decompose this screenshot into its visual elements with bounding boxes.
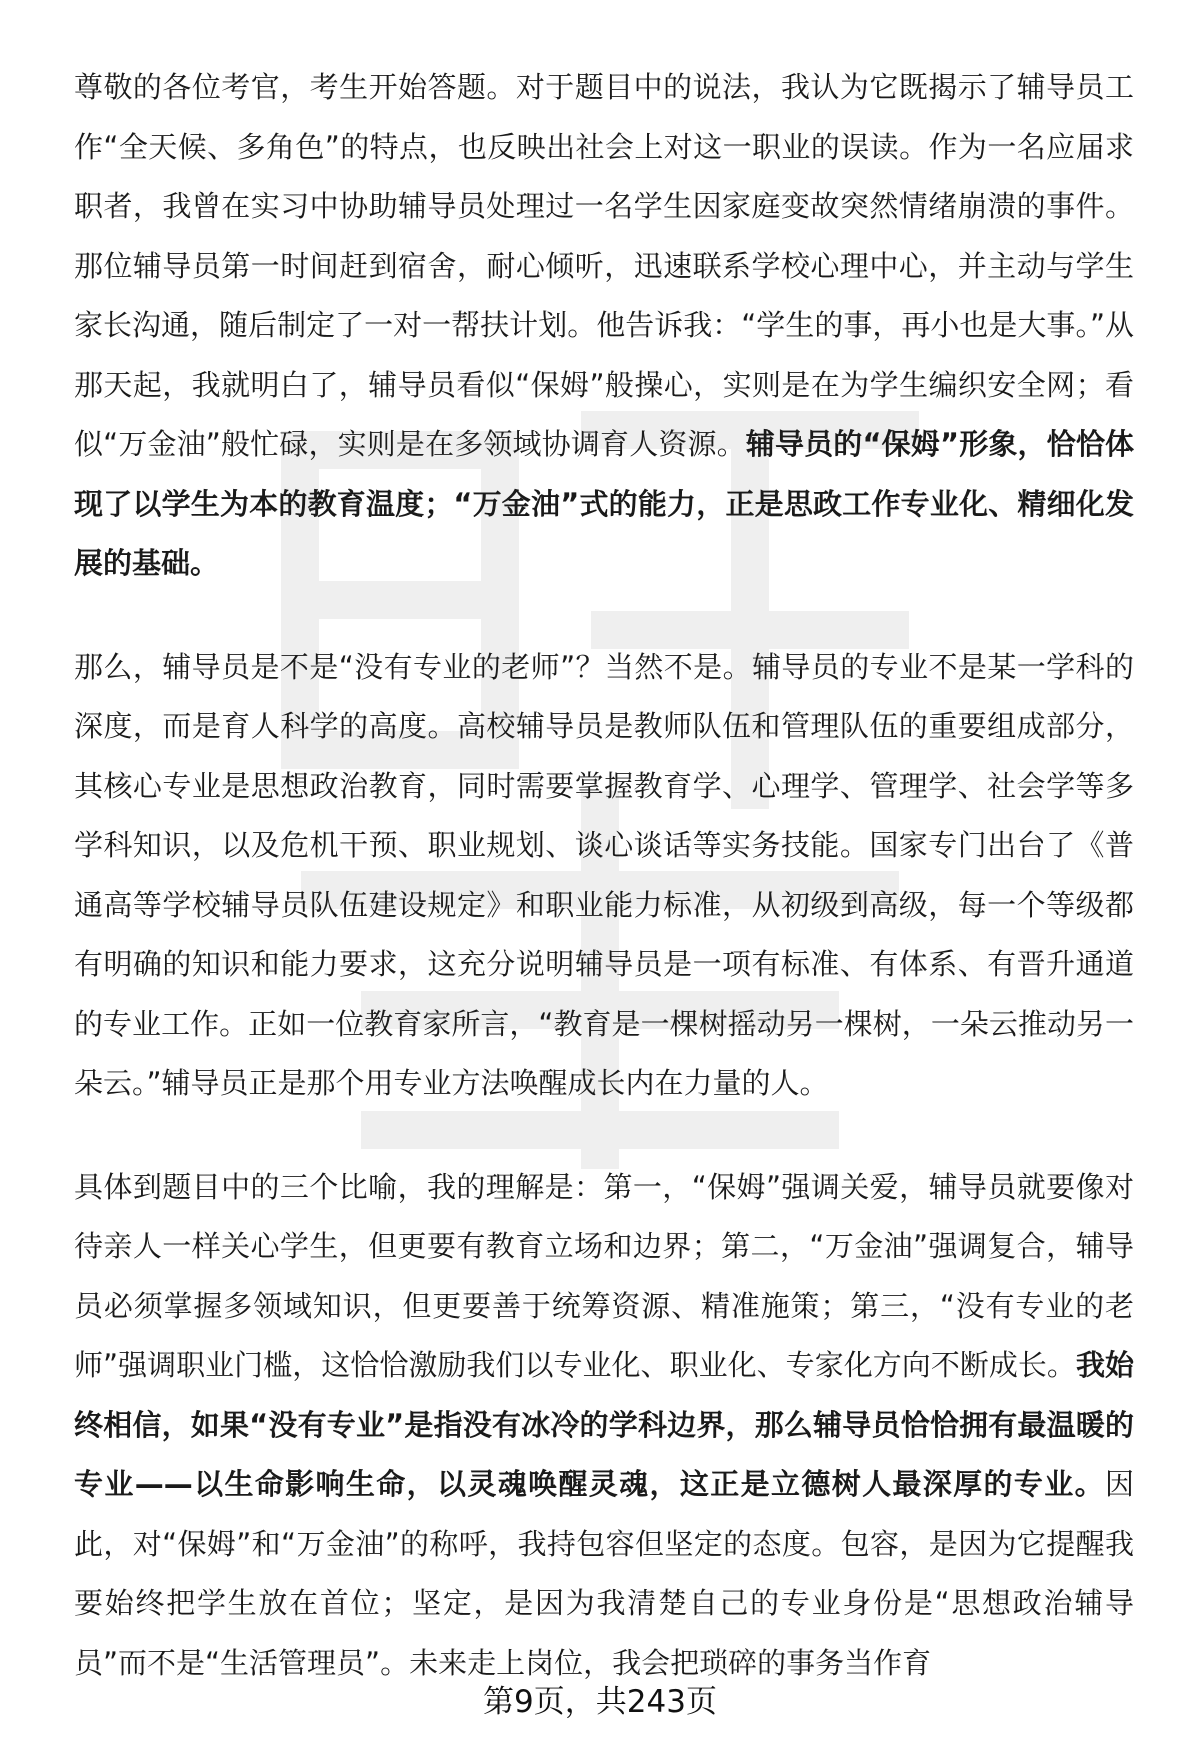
paragraph-1 xyxy=(74,58,1134,594)
paragraph-3-bold-text: 我始终相信，如果“没有专业”是指没有冰冷的学科边界，那么辅导员恰恰拥有最温暖的专业——以生命影响生命，以灵魂唤醒灵魂，这正是立德树人最深厚的专业。 xyxy=(74,1348,1134,1501)
article-body xyxy=(74,58,1134,1737)
paragraph-3-text: 具体到题目中的三个比喻，我的理解是：第一，“保姆”强调关爱，辅导员就要像对待亲人一样关心学生，但更要有教育立场和边界；第二，“万金油”强调复合，辅导员必须掌握多领域知识，但更要善于统筹资源、精准施策；第三，“没有专业的老师”强调职业门槛，这恰恰激励我们以专业化、职业化、专家化方向不断成长。 xyxy=(74,1169,1134,1382)
paragraph-2 xyxy=(74,638,1134,1114)
paragraph-2-text: 那么，辅导员是不是“没有专业的老师”？当然不是。辅导员的专业不是某一学科的深度，而是育人科学的高度。高校辅导员是教师队伍和管理队伍的重要组成部分，其核心专业是思想政治教育，同时需要掌握教育学、心理学、管理学、社会学等多学科知识，以及危机干预、职业规划、谈心谈话等实务技能。国家专门出台了《普通高等学校辅导员队伍建设规定》和职业能力标准，从初级到高级，每一个等级都有明确的知识和能力要求，这充分说明辅导员是一项有标准、有体系、有晋升通道的专业工作。正如一位教育家所言，“教育是一棵树摇动另一棵树，一朵云推动另一朵云。”辅导员正是那个用专业方法唤醒成长内在力量的人。 xyxy=(74,649,1134,1100)
page-number: 第9页，共243页 xyxy=(483,1684,717,1720)
paragraph-1-bold-text: 辅导员的“保姆”形象，恰恰体现了以学生为本的教育温度；“万金油”式的能力，正是思政工作专业化、精细化发展的基础。 xyxy=(74,427,1134,580)
paragraph-1-text: 尊敬的各位考官，考生开始答题。对于题目中的说法，我认为它既揭示了辅导员工作“全天候、多角色”的特点，也反映出社会上对这一职业的误读。作为一名应届求职者，我曾在实习中协助辅导员处理过一名学生因家庭变故突然情绪崩溃的事件。那位辅导员第一时间赶到宿舍，耐心倾听，迅速联系学校心理中心，并主动与学生家长沟通，随后制定了一对一帮扶计划。他告诉我：“学生的事，再小也是大事。”从那天起，我就明白了，辅导员看似“保姆”般操心，实则是在为学生编织安全网；看似“万金油”般忙碌，实则是在多领域协调育人资源。 xyxy=(74,70,1134,461)
paragraph-3 xyxy=(74,1158,1134,1694)
paragraph-3-text-tail: 因此，对“保姆”和“万金油”的称呼，我持包容但坚定的态度。包容，是因为它提醒我要始终把学生放在首位；坚定，是因为我清楚自己的专业身份是“思想政治辅导员”而不是“生活管理员”。未来走上岗位，我会把琐碎的事务当作育 xyxy=(74,1467,1134,1680)
